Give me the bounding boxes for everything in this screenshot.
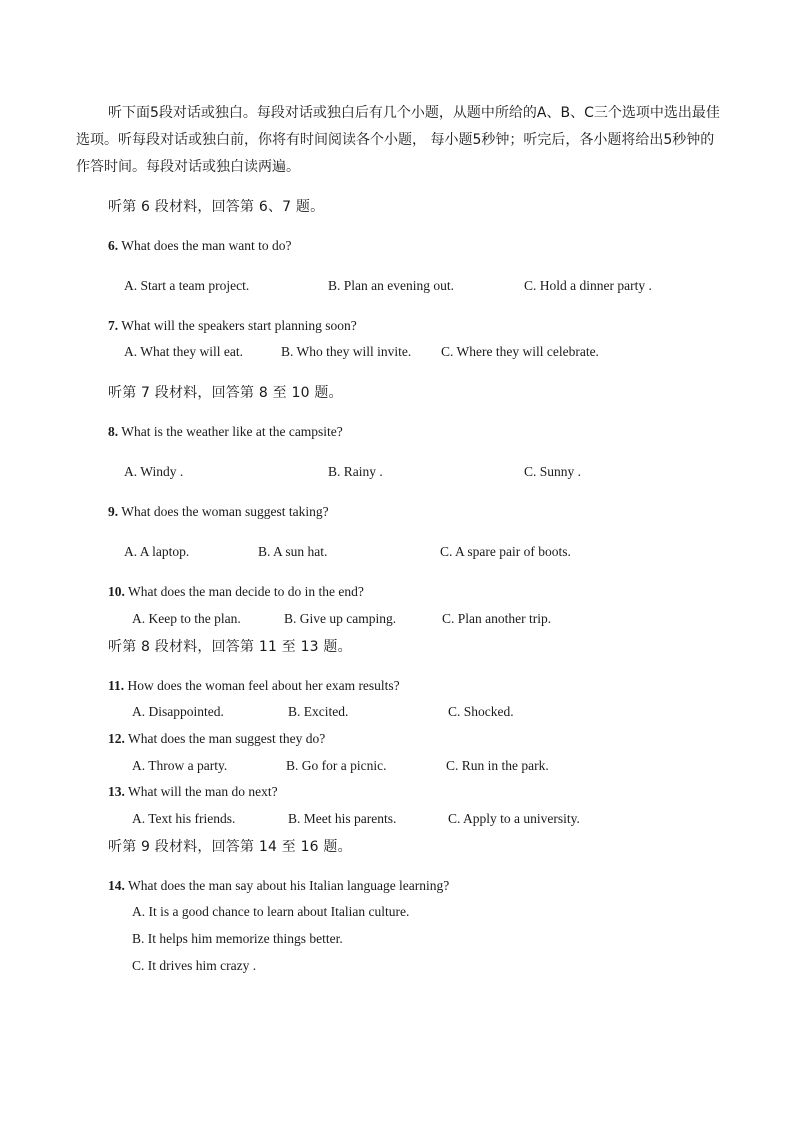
option-c: C. It drives him crazy . [132,958,257,973]
option-c: C. Shocked. [448,704,514,719]
option-c: C. Hold a dinner party . [524,278,652,293]
option-a: A. Text his friends. [132,811,236,826]
option-c: C. Sunny . [524,464,582,479]
question-8 [108,424,343,440]
option-c: C. Plan another trip. [442,611,552,626]
section-instructions: 听下面5段对话或独白。每段对话或独白后有几个小题，从题中所给的A、B、C三个选项中选出最佳选项。听每段对话或独白前，你将有时间阅读各个小题， 每小题5秒钟；听完后，各小题将给出5秒钟的作答时间。每段对话或独白读两遍。 [76,105,720,175]
option-a: A. Start a team project. [124,278,250,293]
question-11 [108,678,400,694]
option-c: C. Where they will celebrate. [441,344,599,359]
question-text: What does the man decide to do in the end? [128,584,364,599]
option-a: A. It is a good chance to learn about Italian culture. [132,904,410,919]
question-number: 6. [108,238,119,253]
question-12 [108,731,325,747]
question-text: What does the woman suggest taking? [121,504,329,519]
question-text: What will the man do next? [128,784,278,799]
question-number: 11. [108,678,125,693]
option-c: C. Apply to a university. [448,811,580,826]
question-number: 10. [108,584,125,599]
section-heading-8: 听第 8 段材料，回答第 11 至 13 题。 [108,639,352,655]
section-heading-6: 听第 6 段材料，回答第 6、7 题。 [108,199,325,215]
option-b: B. It helps him memorize things better. [132,931,343,946]
option-a: A. A laptop. [124,544,190,559]
option-c: C. A spare pair of boots. [440,544,571,559]
option-b: B. Give up camping. [284,611,397,626]
question-13 [108,784,278,800]
question-number: 12. [108,731,125,746]
question-text: What will the speakers start planning soon? [121,318,357,333]
option-a: A. Keep to the plan. [132,611,241,626]
option-b: B. Meet his parents. [288,811,397,826]
option-a: A. What they will eat. [124,344,243,359]
option-a: A. Throw a party. [132,758,228,773]
question-text: How does the woman feel about her exam results? [127,678,400,693]
option-b: B. A sun hat. [258,544,328,559]
question-text: What does the man say about his Italian language learning? [128,878,450,893]
question-text: What is the weather like at the campsite? [121,424,343,439]
question-number: 14. [108,878,125,893]
question-number: 9. [108,504,119,519]
question-10 [108,584,364,600]
option-b: B. Excited. [288,704,349,719]
question-text: What does the man want to do? [121,238,292,253]
option-b: B. Plan an evening out. [328,278,454,293]
question-number: 8. [108,424,119,439]
option-a: A. Windy . [124,464,184,479]
question-number: 7. [108,318,119,333]
option-a: A. Disappointed. [132,704,224,719]
section-heading-7: 听第 7 段材料，回答第 8 至 10 题。 [108,385,343,401]
option-b: B. Who they will invite. [281,344,412,359]
option-b: B. Go for a picnic. [286,758,387,773]
question-text: What does the man suggest they do? [128,731,326,746]
question-6 [108,238,291,254]
question-7 [108,318,357,334]
option-c: C. Run in the park. [446,758,549,773]
question-number: 13. [108,784,125,799]
question-14 [108,878,449,894]
question-9 [108,504,329,520]
option-b: B. Rainy . [328,464,383,479]
section-heading-9: 听第 9 段材料，回答第 14 至 16 题。 [108,839,352,855]
